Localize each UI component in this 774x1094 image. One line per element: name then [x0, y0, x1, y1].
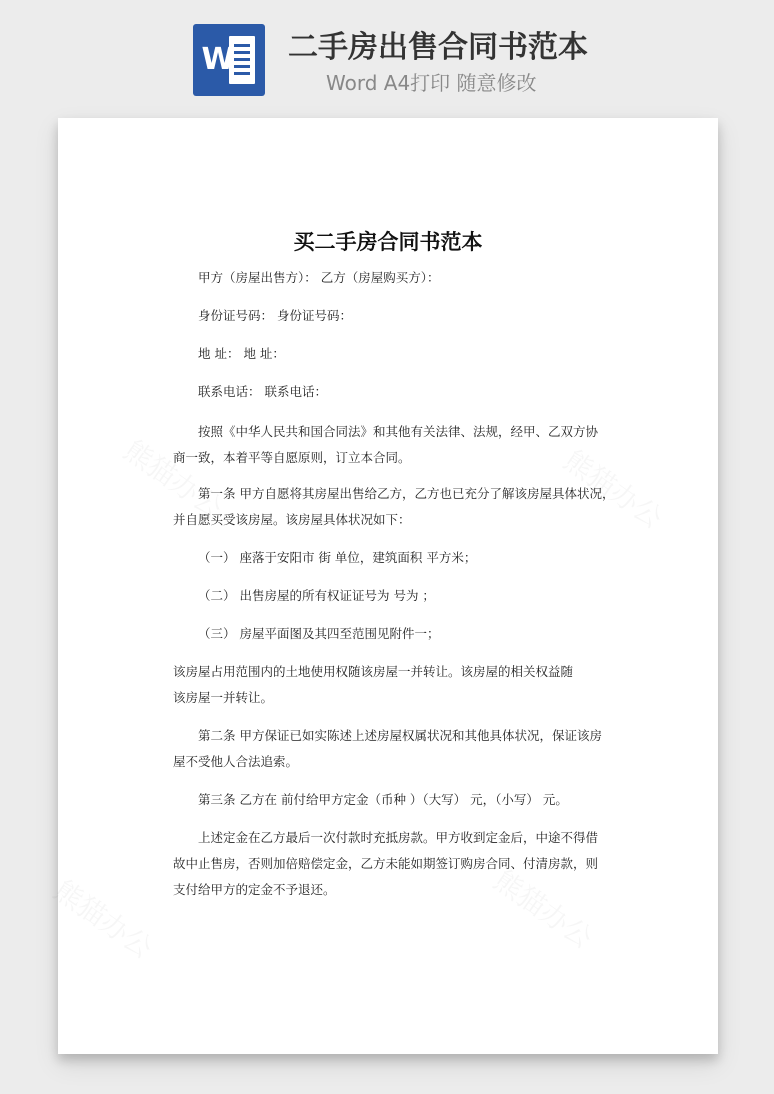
article-1-line: 第一条 甲方自愿将其房屋出售给乙方，乙方也已充分了解该房屋具体状况，: [198, 486, 615, 501]
intro-paragraph-line: 商一致，本着平等自愿原则，订立本合同。: [173, 450, 411, 465]
article-2-line: 第二条 甲方保证已如实陈述上述房屋权属状况和其他具体状况，保证该房: [198, 728, 602, 743]
header-subtitle: Word A4打印 随意修改: [326, 71, 537, 95]
deposit-paragraph-line: 故中止售房，否则加倍赔偿定金，乙方未能如期签订购房合同、付清房款，则: [173, 856, 599, 871]
address-line: 地 址： 地 址：: [198, 346, 285, 361]
word-letter: W: [201, 42, 235, 77]
article-3-line: 第三条 乙方在 前付给甲方定金（币种 ）（大写） 元，（小写） 元。: [198, 792, 568, 807]
article-2-line: 屋不受他人合法追索。: [173, 754, 299, 769]
article-1-line: 并自愿买受该房屋。该房屋具体状况如下：: [173, 512, 411, 527]
deposit-paragraph-line: 支付给甲方的定金不予退还。: [173, 882, 336, 897]
clause-3-line: （三） 房屋平面图及其四至范围见附件一；: [198, 626, 440, 641]
clause-1-line: （一） 座落于安阳市 街 单位，建筑面积 平方米；: [198, 550, 477, 565]
phone-line: 联系电话： 联系电话：: [198, 384, 327, 399]
document-title: 买二手房合同书范本: [293, 229, 483, 254]
land-use-paragraph-line: 该房屋占用范围内的土地使用权随该房屋一并转让。该房屋的相关权益随: [173, 664, 574, 679]
party-names-line: 甲方（房屋出售方）： 乙方（房屋购买方）：: [198, 270, 440, 285]
clause-2-line: （二） 出售房屋的所有权证证号为 号为 ；: [198, 588, 435, 603]
document-page: [58, 118, 718, 1054]
watermark: [47, 869, 162, 966]
id-number-line: 身份证号码： 身份证号码：: [198, 308, 352, 323]
deposit-paragraph-line: 上述定金在乙方最后一次付款时充抵房款。甲方收到定金后，中途不得借: [198, 830, 599, 845]
word-doc-icon: [193, 24, 265, 96]
page-header: [0, 0, 774, 110]
intro-paragraph-line: 按照《中华人民共和国合同法》和其他有关法律、法规，经甲、乙双方协: [198, 424, 599, 439]
header-title: 二手房出售合同书范本: [288, 30, 588, 65]
land-use-paragraph-line: 该房屋一并转让。: [173, 690, 274, 705]
